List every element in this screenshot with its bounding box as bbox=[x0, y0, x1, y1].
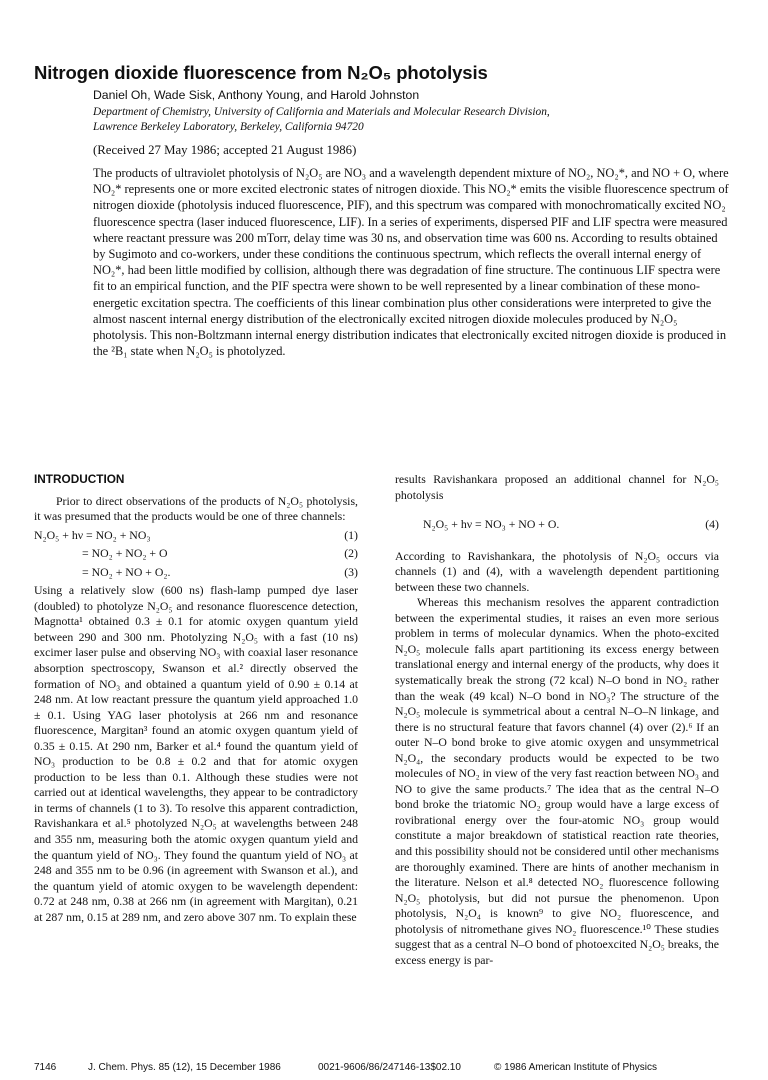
right-column bbox=[395, 472, 719, 968]
abstract-text: The products of ultraviolet photolysis of N₂O₅ are NO₃ and a wavelength dependent mixture of NO₂, NO₂*, and NO + O, where NO₂* represents one or more excited electronic states of nitrogen dioxide. This NO₂* emits the visible fluorescence spectrum of nitrogen dioxide (photolysis induced fluorescence, PIF), and this spectrum was compared with monochromatically excited NO₂ fluorescence spectra (laser induced fluorescence, LIF). In a series of experiments, dispersed PIF and LIF spectra were measured where reactant pressure was 200 mTorr, delay time was 30 ns, and observation time was 600 ns. According to results obtained by Sugimoto and co-workers, under these conditions the continuous spectrum, which reflects the overall internal energy of NO₂*, had been little modified by collision, although there was degradation of fine structure. The continuous LIF spectra were fit to an empirical function, and the PIF spectra were shown to be well represented by a linear combination of these mono-energetic excitation spectra. The coefficients of this linear combination plus other considerations were interpreted to give the almost nascent internal energy distribution of the electronically excited nitrogen dioxide molecules produced by N₂O₅ photolysis. This non-Boltzmann internal energy distribution indicates that electronically excited nitrogen dioxide is produced in the ²B₁ state when N₂O₅ is photolyzed. bbox=[93, 166, 729, 359]
paragraph: According to Ravishankara, the photolysis of N₂O₅ occurs via channels (1) and (4), with a wavelength dependent partitioning between these two channels. bbox=[395, 548, 719, 594]
author-list: Daniel Oh, Wade Sisk, Anthony Young, and Harold Johnston bbox=[93, 88, 420, 102]
received-dates: (Received 27 May 1986; accepted 21 August 1986) bbox=[93, 143, 357, 157]
paragraph: Prior to direct observations of the products of N₂O₅ photolysis, it was presumed that the products would be one of three channels: bbox=[34, 493, 358, 524]
left-column bbox=[34, 472, 358, 925]
equation-text: N₂O₅ + hν = NO₃ + NO + O. bbox=[423, 517, 560, 532]
equation-text: = NO₂ + NO₂ + O bbox=[82, 546, 168, 561]
affiliation-line: Department of Chemistry, University of California and Materials and Molecular Research Division, bbox=[93, 106, 550, 118]
equation-1 bbox=[34, 528, 358, 544]
paragraph: results Ravishankara proposed an additional channel for N₂O₅ photolysis bbox=[395, 472, 719, 502]
page-number: 7146 bbox=[34, 1062, 57, 1073]
equation-number: (4) bbox=[705, 517, 719, 532]
equation-text: = NO₂ + NO + O₂. bbox=[82, 564, 171, 579]
equation-number: (2) bbox=[344, 546, 358, 561]
affiliation-line: Lawrence Berkeley Laboratory, Berkeley, California 94720 bbox=[93, 120, 364, 133]
abstract bbox=[93, 165, 733, 359]
article-code: 0021-9606/86/247146-13$02.10 bbox=[318, 1062, 461, 1073]
article-title: Nitrogen dioxide fluorescence from N₂O₅ photolysis bbox=[34, 62, 488, 83]
equation-text: N₂O₅ + hν = NO₂ + NO₃ bbox=[34, 527, 151, 542]
section-heading: INTRODUCTION bbox=[34, 472, 125, 486]
equation-3 bbox=[34, 565, 358, 581]
journal-citation: J. Chem. Phys. 85 (12), 15 December 1986 bbox=[88, 1062, 281, 1073]
equation-number: (1) bbox=[344, 527, 358, 542]
equation-4 bbox=[395, 517, 719, 533]
paragraph: Whereas this mechanism resolves the apparent contradiction between the experimental studies, it raises an even more serious problem in terms of molecular dynamics. When the photo-excited N₂O₅ molecule falls apart partitioning its excess energy between translational energy and internal energy of the products, why does it systematically break the strong (72 kcal) N–O bond in NO₂ rather than the weak (49 kcal) N–O bond in NO₃? The structure of the N₂O₅ molecule is symmetrical about a central N–O–N linkage, and there is no structural feature that favors channel (4) over (2).⁶ If an outer N–O bond broke to give atomic oxygen and unsymmetrical N₂O₄, the secondary products would be expected to be two molecules of NO₂ in view of the very fast reaction between NO₃ and NO to give the same products.⁷ The idea that as the central N–O bond broke the triatomic NO₂ group would have a large excess of rovibrational energy over the four-atomic NO₃ group would constitute a major breakdown of statistical reaction rate theories, and this possibility should not be considered until other mechanisms are thoroughly examined. There are hints of another mechanism in the literature. Nelson et al.⁸ detected NO₂ fluorescence following N₂O₅ photolysis, but did not pursue the phenomenon. Upon photolysis, N₂O₄ is known⁹ to give NO₂ fluorescence, and photolysis of nitromethane gives NO₂ fluorescence.¹⁰ These studies suggest that as a central N–O bond of photoexcited N₂O₅ breaks, the excess energy is par- bbox=[395, 595, 720, 967]
equation-2 bbox=[34, 546, 358, 562]
equation-number: (3) bbox=[344, 564, 358, 579]
paragraph: Using a relatively slow (600 ns) flash-lamp pumped dye laser (doubled) to photolyze N₂O₅ and resonance fluorescence detection, Magnotta¹ obtained 0.3 ± 0.1 for atomic oxygen quantum yield between 290 and 300 nm. Photolyzing N₂O₅ with a fast (10 ns) excimer laser pulse and observing NO₃ with coaxial laser resonance absorption spectroscopy, Swanson et al.² directly observed the formation of NO₃ and obtained a quantum yield of 0.90 ± 0.14 at 248 nm. At low reactant pressure the quantum yield approached 1.0 ± 0.1. Using YAG laser photolysis at 266 nm and resonance fluorescence, Margitan³ found an atomic oxygen quantum yield of 0.35 ± 0.15. At 290 nm, Barker et al.⁴ found the quantum yield of NO₃ production to be 0.8 ± 0.2 and that for atomic oxygen production to be less than 0.1. Although these studies were not carried out at identical wavelengths, they appear to be contradictory in terms of channels (1 to 3). To resolve this apparent contradiction, Ravishankara et al.⁵ photolyzed N₂O₅ at wavelengths between 248 and 355 nm, measuring both the atomic oxygen quantum yield and the quantum yield of NO₃. They found the quantum yield of NO₃ at 248 and 355 nm to be 0.96 (in agreement with Swanson et al.), and the quantum yield of atomic oxygen to be wavelength dependent: 0.72 at 248 nm, 0.38 at 266 nm (in agreement with Margitan), 0.21 at 287 nm, 0.15 at 289 nm, and zero above 307 nm. To explain these bbox=[34, 583, 358, 924]
affiliation bbox=[93, 105, 753, 134]
copyright: © 1986 American Institute of Physics bbox=[494, 1062, 658, 1073]
